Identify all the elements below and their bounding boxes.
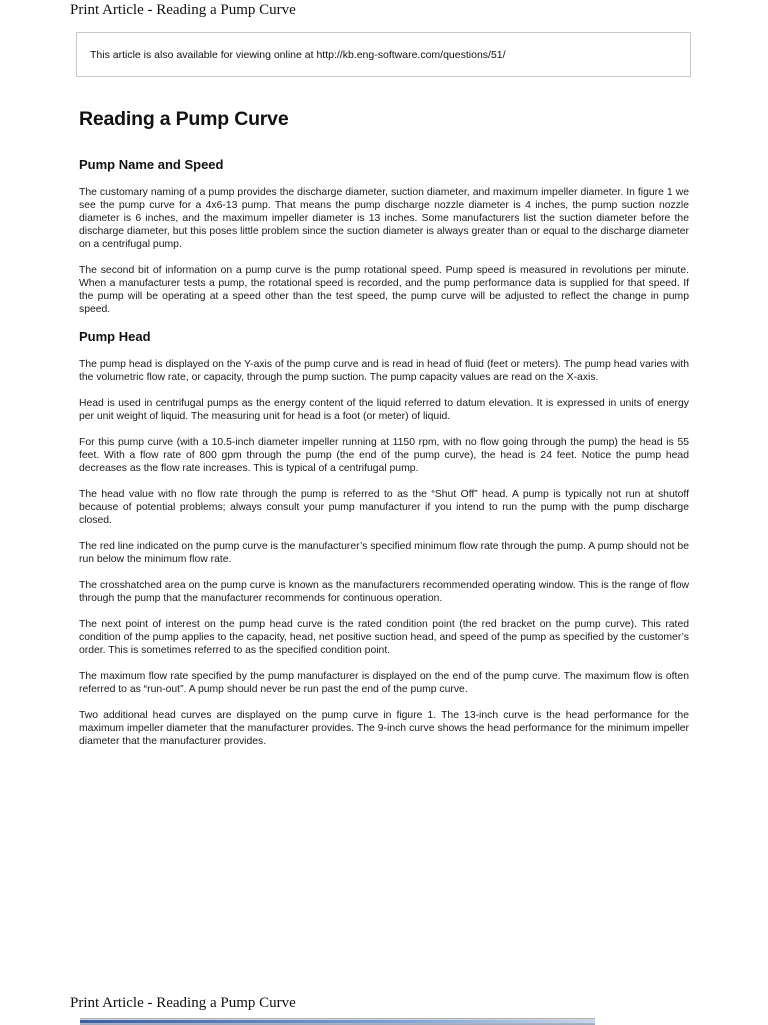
section-pump-name-and-speed [79,157,689,316]
section-pump-head [79,329,689,748]
section-heading: Pump Name and Speed [79,157,224,172]
page-header: Print Article - Reading a Pump Curve [70,2,296,18]
paragraph: The next point of interest on the pump head curve is the rated condition point (the red bracket on the pump curve). This rated condition of the pump applies to the capacity, head, net positive suction head, and speed of the pump as specified by the customer’s order. This is sometimes referred to as the specified condition point. [79,619,689,656]
paragraph: Head is used in centrifugal pumps as the energy content of the liquid referred to datum elevation. It is expressed in units of energy per unit weight of liquid. The measuring unit for head is a foot (or meter) of liquid. [79,398,689,422]
paragraph: For this pump curve (with a 10.5-inch diameter impeller running at 1150 rpm, with no flow going through the pump) the head is 55 feet. With a flow rate of 800 gpm through the pump (the end of the pump curve), the head is 24 feet. Notice the pump head decreases as the flow rate increases. This is typical of a centrifugal pump. [79,437,689,474]
article [79,108,689,761]
paragraph: The crosshatched area on the pump curve is known as the manufacturers recommended operating window. This is the range of flow through the pump that the manufacturer recommends for continuous operation. [79,580,689,604]
online-notice-text: This article is also available for viewing online at http://kb.eng-software.com/questions/51/ [90,49,506,61]
figure-window-titlebar [80,1020,595,1023]
online-notice-box [76,32,691,77]
paragraph: The customary naming of a pump provides the discharge diameter, suction diameter, and maximum impeller diameter. In figure 1 we see the pump curve for a 4x6-13 pump. That means the pump discharge nozzle diameter is 4 inches, the pump suction nozzle diameter is 6 inches, and the maximum impeller diameter is 13 inches. Some manufacturers list the suction diameter before the discharge diameter, but this poses little problem since the suction diameter is always greater than or equal to the discharge diameter on a centrifugal pump. [79,187,689,250]
article-title: Reading a Pump Curve [79,108,289,130]
paragraph: The maximum flow rate specified by the pump manufacturer is displayed on the end of the pump curve. The maximum flow is often referred to as “run-out”. A pump should never be run past the end of the pump curve. [79,671,689,695]
paragraph: The red line indicated on the pump curve is the manufacturer’s specified minimum flow rate through the pump. A pump should not be run below the minimum flow rate. [79,541,689,565]
section-heading: Pump Head [79,329,151,344]
next-page-header: Print Article - Reading a Pump Curve [70,995,296,1011]
paragraph: The head value with no flow rate through the pump is referred to as the “Shut Off” head. A pump is typically not run at shutoff because of potential problems; always consult your pump manufacturer if you intend to run the pump with the pump discharge closed. [79,489,689,526]
paragraph: Two additional head curves are displayed on the pump curve in figure 1. The 13-inch curve is the head performance for the maximum impeller diameter that the manufacturer provides. The 9-inch curve shows the head performance for the minimum impeller diameter that the manufacturer provides. [79,710,689,747]
paragraph: The pump head is displayed on the Y-axis of the pump curve and is read in head of fluid (feet or meters). The pump head varies with the volumetric flow rate, or capacity, through the pump suction. The pump capacity values are read on the X-axis. [79,359,689,383]
paragraph: The second bit of information on a pump curve is the pump rotational speed. Pump speed is measured in revolutions per minute. When a manufacturer tests a pump, the rotational speed is recorded, and the pump performance data is supplied for that speed. If the pump will be operating at a speed other than the test speed, the pump curve will be adjusted to reflect the change in pump speed. [79,265,689,315]
